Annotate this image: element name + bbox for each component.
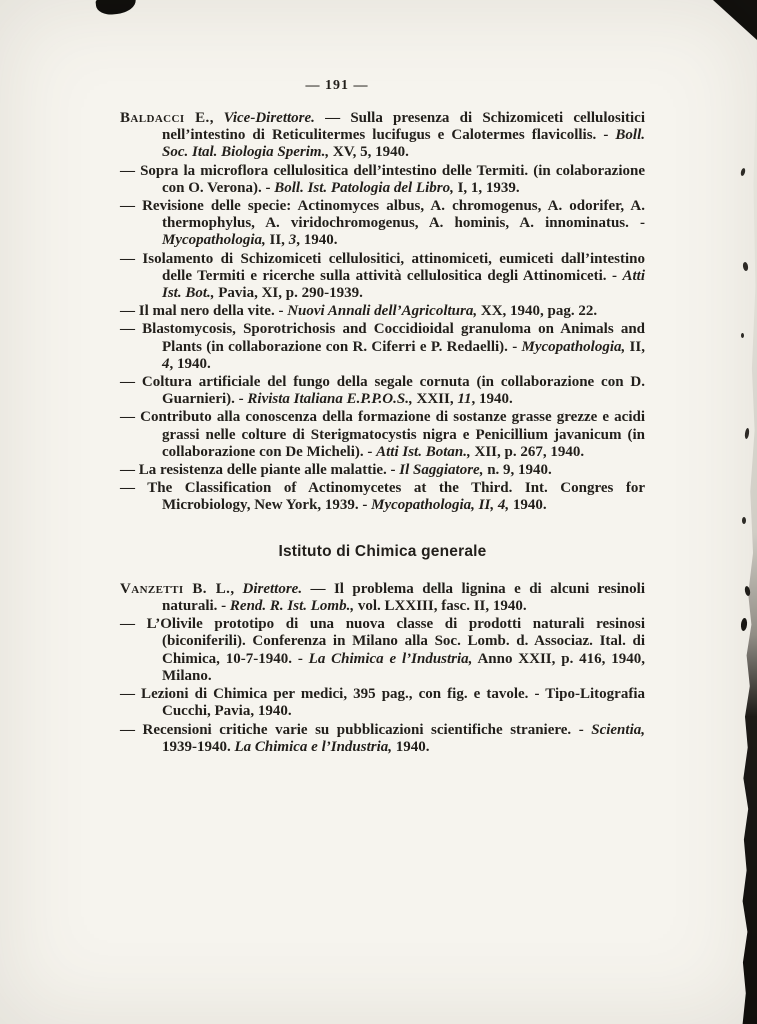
- italic-text: Scientia,: [591, 721, 645, 738]
- text-segment: — Contributo alla conoscenza della formazione di sostanze grasse grezze e acidi grassi nelle colture di Sterigmatocystis nigra e Penicillium javanicum (in collaborazione con De Micheli). -: [120, 409, 645, 460]
- text-segment: 1939-1940.: [162, 738, 235, 755]
- bibliography-entry: [120, 686, 645, 720]
- bibliography-entry: [120, 251, 645, 303]
- text-segment: — The Classification of Actinomycetes at the Third. Int. Congres for Microbiology, New York, 1939. -: [120, 480, 645, 514]
- text-segment: II,: [265, 232, 289, 249]
- italic-text: Il Saggiatore,: [399, 462, 484, 479]
- italic-text: Boll. Soc. Ital. Biologia Sperim.,: [162, 127, 645, 161]
- italic-text: Boll. Ist. Patologia del Libro,: [274, 179, 454, 196]
- text-segment: Anno XXII, p. 416, 1940, Milano.: [162, 650, 645, 684]
- scan-speck: [742, 262, 748, 272]
- text-segment: — La resistenza delle piante alle malattie. -: [120, 462, 400, 479]
- text-segment: Pavia, XI, p. 290-1939.: [214, 285, 363, 302]
- bibliography-list: [120, 110, 645, 757]
- text-segment: II,: [625, 338, 645, 355]
- text-segment: — Sopra la microflora cellulositica dell’intestino delle Termiti. (in colaborazione con O. Verona). -: [120, 162, 645, 196]
- italic-text: Rend. R. Ist. Lomb.,: [229, 598, 355, 615]
- text-segment: XXII,: [412, 391, 458, 408]
- italic-text: Atti Ist. Bot.,: [162, 267, 645, 302]
- text-segment: — Coltura artificiale del fungo della segale cornuta (in collaborazione con D. Guarnieri). -: [120, 374, 645, 408]
- text-segment: n. 9, 1940.: [483, 462, 552, 479]
- bibliography-entry: [120, 616, 645, 685]
- italic-text: Mycopathologia,: [521, 338, 626, 355]
- italic-text: Mycopathologia, II, 4,: [371, 497, 510, 514]
- scan-artifact-top-left-blob: [95, 0, 137, 16]
- scan-speck: [742, 517, 746, 524]
- text-segment: 1940.: [392, 738, 430, 755]
- text-segment: — Il problema della lignina e di alcuni resinoli naturali. -: [162, 580, 645, 615]
- text-segment: 1940.: [509, 497, 547, 514]
- bibliography-entry: [120, 321, 645, 373]
- bibliography-entry: [120, 722, 645, 756]
- scan-speck: [741, 333, 744, 338]
- bibliography-entry: [120, 409, 645, 461]
- italic-text: Vice-Direttore.: [223, 110, 315, 126]
- bibliography-entry: [120, 110, 645, 162]
- italic-text: Mycopathologia,: [162, 232, 266, 249]
- text-segment: XII, p. 267, 1940.: [470, 443, 585, 460]
- italic-text: Atti Ist. Botan.,: [376, 443, 471, 460]
- scan-binding-shadow: [741, 0, 757, 1024]
- page-number: — 191 —: [305, 78, 369, 93]
- text-segment: — Blastomycosis, Sporotrichosis and Coccidioidal granuloma on Animals and Plants (in collaborazione con R. Ciferri e P. Redaelli). -: [120, 321, 645, 355]
- text-segment: — Lezioni di Chimica per medici, 395 pag., con fig. e tavole. - Tipo-Litografia Cucchi, Pavia, 1940.: [120, 686, 645, 720]
- bibliography-entry: [120, 374, 645, 408]
- italic-text: Rivista Italiana E.P.P.O.S.,: [247, 391, 413, 408]
- bibliography-entry: [120, 303, 645, 320]
- italic-text: La Chimica e l’Industria,: [234, 738, 393, 755]
- author-name: Baldacci E.: [120, 110, 210, 126]
- text-segment: , 1940.: [296, 232, 338, 249]
- text-segment: — Sulla presenza di Schizomiceti cellulositici nell’intestino di Reticulitermes lucifugus e Calotermes flavicollis. -: [162, 110, 646, 144]
- text-segment: I, 1, 1939.: [453, 179, 520, 196]
- italic-text: 3: [288, 232, 297, 249]
- text-segment: ,: [230, 580, 243, 597]
- text-segment: XX, 1940, pag. 22.: [477, 303, 598, 320]
- scan-speck: [744, 428, 749, 439]
- text-segment: ,: [209, 110, 224, 126]
- text-segment: — Recensioni critiche varie su pubblicazioni scientifiche straniere. -: [120, 721, 592, 738]
- text-segment: — Isolamento di Schizomiceti cellulositici, attinomiceti, eumiceti dall’intestino delle Termiti e ricerche sulla attività cellulositica degli Attinomiceti. -: [120, 250, 645, 284]
- author-name: Vanzetti B. L.: [120, 580, 231, 597]
- scan-speck: [740, 618, 747, 632]
- section-heading: Istituto di Chimica generale: [278, 542, 487, 560]
- italic-text: Nuovi Annali dell’Agricoltura,: [287, 303, 478, 320]
- italic-text: 4: [162, 355, 170, 372]
- bibliography-entry: [120, 462, 645, 479]
- bibliography-entry: [120, 163, 645, 197]
- scan-artifact-top-right-corner: [713, 0, 757, 40]
- italic-text: La Chimica e l’Industria,: [308, 650, 473, 667]
- text-segment: — Il mal nero della vite. -: [120, 303, 288, 320]
- bibliography-entry: [120, 581, 645, 615]
- text-segment: , 1940.: [169, 355, 211, 372]
- scan-speck: [740, 168, 746, 177]
- text-segment: vol. LXXIII, fasc. II, 1940.: [354, 598, 527, 615]
- text-segment: — Revisione delle specie: Actinomyces albus, A. chromogenus, A. odorifer, A. thermophylus, A. viridochromogenus, A. hominis, A. innominatus. -: [120, 198, 645, 232]
- text-segment: XV, 5, 1940.: [329, 144, 409, 161]
- bibliography-entry: [120, 198, 645, 250]
- italic-text: 11: [457, 391, 472, 408]
- text-segment: , 1940.: [471, 391, 513, 408]
- bibliography-entry: [120, 480, 645, 514]
- text-segment: — L’Olivile prototipo di una nuova classe di prodotti naturali resinosi (biconiferili). Conferenza in Milano alla Soc. Lomb. d. Associaz. Ital. di Chimica, 10-7-1940. -: [120, 616, 645, 667]
- italic-text: Direttore.: [242, 580, 303, 597]
